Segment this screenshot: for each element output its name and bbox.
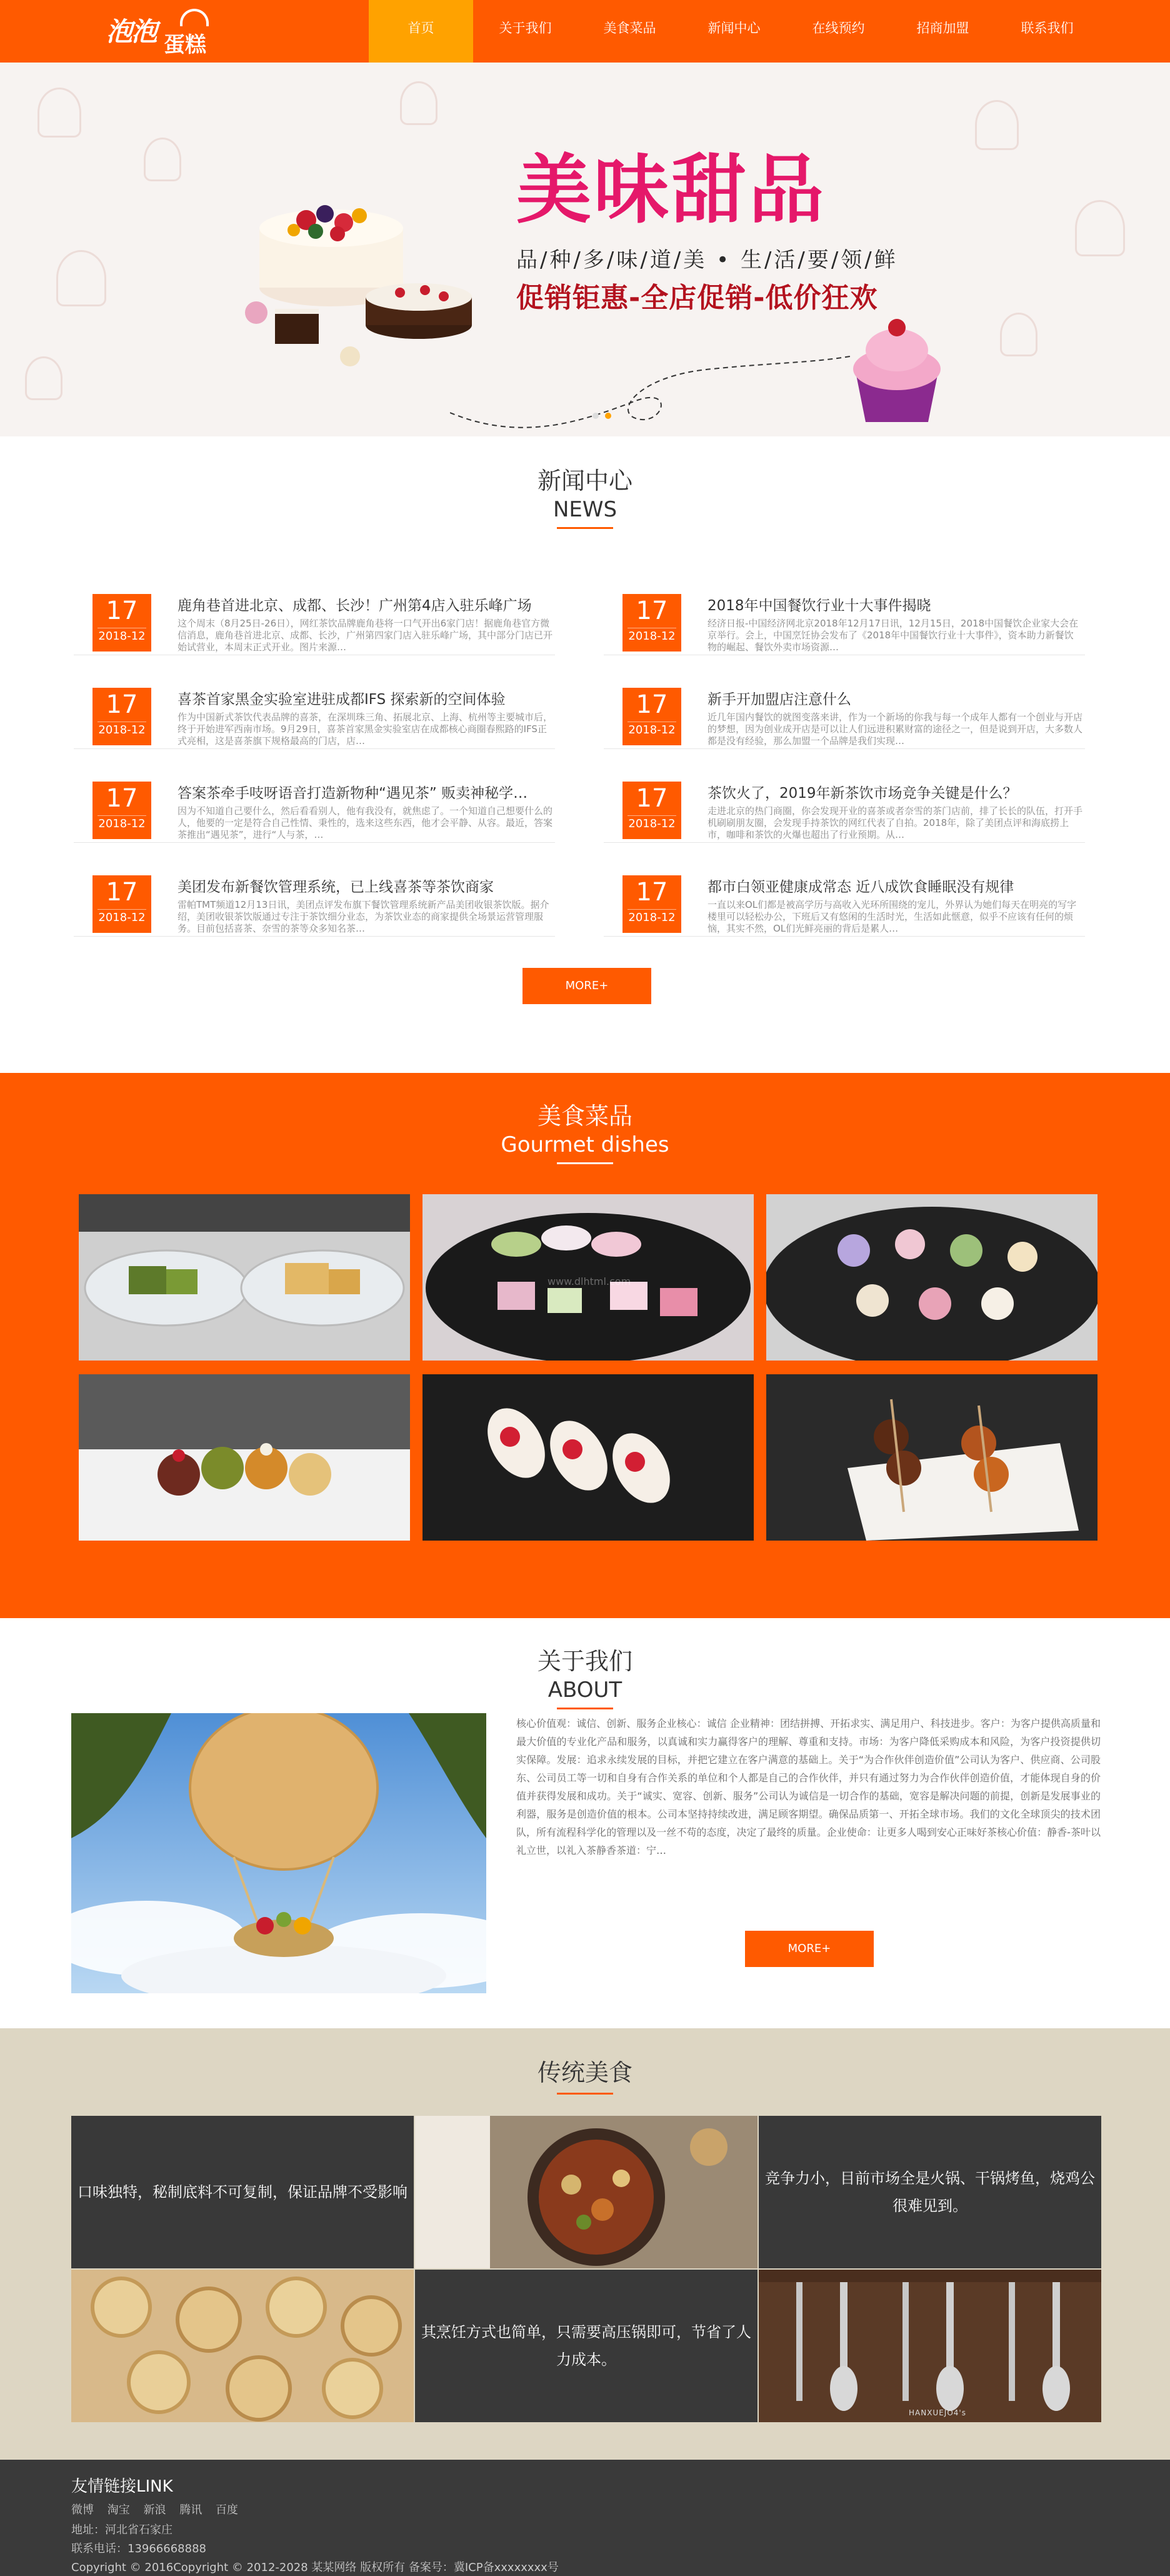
cupcake-pattern — [1075, 200, 1125, 256]
news-date — [622, 594, 681, 652]
stew-pot-image — [415, 2116, 758, 2268]
news-date — [92, 782, 151, 839]
news-item[interactable] — [604, 769, 1085, 843]
cupcake-pattern — [25, 356, 62, 400]
about-more-button[interactable]: MORE+ — [745, 1931, 874, 1967]
news-month: 2018-12 — [628, 815, 676, 832]
about-title-en: ABOUT — [548, 1678, 622, 1703]
cutlery-image — [759, 2270, 1101, 2422]
news-title[interactable]: 新手开加盟店注意什么 — [708, 692, 851, 708]
news-title-en: NEWS — [552, 497, 618, 522]
news-title[interactable]: 美团发布新餐饮管理系统，已上线喜茶等茶饮商家 — [178, 879, 494, 895]
friend-link[interactable]: 百度 — [215, 2503, 238, 2517]
friend-link[interactable]: 腾讯 — [179, 2503, 202, 2517]
news-day: 17 — [636, 690, 668, 719]
news-item[interactable] — [74, 769, 555, 843]
news-date — [622, 782, 681, 839]
news-day: 17 — [636, 596, 668, 625]
news-month: 2018-12 — [628, 628, 676, 645]
title-underline — [557, 1162, 613, 1164]
dish-photo[interactable] — [422, 1374, 754, 1541]
dish-image — [422, 1374, 754, 1541]
banner-title: 美味甜品 — [516, 147, 826, 234]
news-title[interactable]: 答案茶牵手吱呀语音打造新物种“遇见茶” 贩卖神秘学… — [178, 785, 528, 802]
nav-contact[interactable]: 联系我们 — [1021, 21, 1074, 36]
news-date — [622, 875, 681, 933]
gourmet-section — [0, 1073, 1170, 1618]
logo-text-2: 蛋糕 — [164, 33, 206, 58]
news-month: 2018-12 — [98, 722, 146, 738]
dish-photo[interactable] — [79, 1194, 410, 1361]
nav-franchise[interactable]: 招商加盟 — [916, 21, 969, 36]
feature-cell: 口味独特，秘制底料不可复制，保证品牌不受影响 — [71, 2116, 414, 2268]
news-desc: 走进北京的热门商圈，你会发现开业的喜茶或者奈雪的茶门店前，排了长长的队伍，打开手机刷刷朋友圈，会发现手持茶饮的网红代表了自拍。2018年，除了美团点评和海底捞上市，咖啡和茶饮的火爆也超出了行业预期。从… — [708, 805, 1082, 840]
friend-links-title: 友情链接LINK — [71, 2477, 173, 2496]
news-item[interactable] — [74, 581, 555, 655]
about-title-cn: 关于我们 — [537, 1648, 632, 1675]
news-item[interactable] — [604, 675, 1085, 749]
news-day: 17 — [636, 784, 668, 813]
footer-address: 地址：河北省石家庄 — [71, 2523, 172, 2537]
nav-about[interactable]: 关于我们 — [499, 21, 552, 36]
pasta-image — [71, 2270, 414, 2422]
news-title[interactable]: 茶饮火了，2019年新茶饮市场竞争关键是什么？ — [708, 785, 1018, 802]
news-desc: 近几年国内餐饮的就图变落来讲，作为一个新场的你我与每一个成年人都有一个创业与开店的梦想，因为创业成开店是可以让人们远进积累财富的途径之一，但是说到开店，大多数人都是没有经验，那么加盟一个品牌是我们实现… — [708, 712, 1082, 747]
dish-photo[interactable] — [766, 1194, 1098, 1361]
news-desc: 作为中国新式茶饮代表品牌的喜茶，在深圳珠三角、拓展北京、上海、杭州等主要城市后，终于开始进军西南市场。9月29日，喜茶首家黑金实验室店在成都核心商圈春熙路的IFS正式亮相，这是喜茶旗下规格最高的门店，店… — [178, 712, 552, 747]
friend-link[interactable]: 微博 — [71, 2503, 94, 2517]
news-day: 17 — [106, 784, 138, 813]
cupcake-pattern — [144, 138, 181, 181]
nav-dishes[interactable]: 美食菜品 — [603, 21, 656, 36]
news-month: 2018-12 — [98, 815, 146, 832]
feature-photo — [71, 2270, 414, 2422]
cupcake-pattern — [56, 250, 106, 306]
dish-photo[interactable] — [79, 1374, 410, 1541]
cupcake-pattern — [1000, 313, 1038, 356]
news-date — [92, 688, 151, 745]
nav-news[interactable]: 新闻中心 — [708, 21, 761, 36]
news-section-title — [0, 461, 1170, 529]
news-desc: 因为不知道自己要什么，然后看看别人，他有我没有，就焦虑了。一个知道自己想要什么的人，他要的一定是符合自己性情、秉性的，选来这些东西，他才会平静、从容。最近，答案茶推出“遇见茶”，进行“人与茶，… — [178, 805, 552, 840]
dish-image — [766, 1374, 1098, 1541]
news-day: 17 — [106, 878, 138, 907]
news-day: 17 — [106, 690, 138, 719]
cupcake-pattern — [38, 88, 81, 138]
nav-home[interactable]: 首页 — [369, 0, 473, 63]
about-text: 核心价值观：诚信、创新、服务企业核心：诚信 企业精神：团结拼搏、开拓求实、满足用户、科技进步。客户：为客户提供高质量和最大价值的专业化产品和服务，以真诚和实力赢得客户的理解、尊重和支持。市场：为客户降低采购成本和风险，为客户投资提供切实保障。发展：追求永续发展的目标，并把它建立在客户满意的基础上。关于“为合作伙伴创造价值”公司认为客户、供应商、公司股东、公司员工等一切和自身有合作关系的单位和个人都是自己的合作伙伴，并只有通过努力为合作伙伴创造价值，才能体现自身的价值并获得发展和成功。关于“诚实、宽容、创新、服务”公司认为诚信是一切合作的基础，宽容是解决问题的前提，创新是发展事业的利器，服务是创造价值的根本。公司本坚持持续改进，满足顾客期望。确保品质第一、开拓全球市场。我们的文化全球顶尖的技术团队，所有流程科学化的管理以及一丝不苟的态度，决定了最终的质量。企业使命：让更多人喝到安心正味好茶核心价值：静香-茶叶以礼立世，以礼入茶静香茶道：宁… — [516, 1718, 1101, 1856]
news-item[interactable] — [604, 581, 1085, 655]
feature-photo — [759, 2270, 1101, 2422]
news-title[interactable]: 都市白领亚健康成常态 近八成饮食睡眠没有规律 — [708, 879, 1014, 895]
news-item[interactable] — [604, 863, 1085, 937]
dish-photo[interactable] — [766, 1374, 1098, 1541]
main-nav — [369, 0, 1099, 63]
balloon-image — [71, 1713, 486, 1993]
dashed-path-decoration — [450, 344, 862, 436]
news-item[interactable] — [74, 863, 555, 937]
news-desc: 这个周末（8月25日-26日），网红茶饮品牌鹿角巷将一口气开出6家门店！据鹿角巷官方微信消息，鹿角巷首进北京、成都、长沙，广州第四家门店入驻乐峰广场，其中部分门店已开始试营业，本周末正式开业。图片来源… — [178, 618, 552, 653]
image-watermark: www.dlhtml.com — [548, 1275, 631, 1287]
gourmet-title-cn: 美食菜品 — [537, 1102, 632, 1130]
friend-link[interactable]: 淘宝 — [107, 2503, 130, 2517]
about-photo — [71, 1713, 486, 1993]
hero-banner[interactable] — [0, 63, 1170, 436]
traditional-section-title — [0, 2053, 1170, 2095]
traditional-title-cn: 传统美食 — [537, 2059, 632, 2086]
news-month: 2018-12 — [98, 909, 146, 926]
about-section-title — [0, 1642, 1170, 1709]
dish-image — [79, 1374, 410, 1541]
news-desc: 经济日报-中国经济网北京2018年12月17日讯，12月15日，2018中国餐饮企业家大会在京举行。会上，中国烹饪协会发布了《2018年中国餐饮行业十大事件》，资本助力新餐饮物的崛起、餐饮外卖市场资源… — [708, 618, 1079, 653]
feature-photo — [415, 2116, 758, 2268]
slider-dot[interactable] — [592, 413, 599, 419]
dish-photo[interactable] — [422, 1194, 754, 1361]
chef-hat-icon — [180, 9, 209, 26]
nav-booking[interactable]: 在线预约 — [812, 21, 865, 36]
news-title-cn: 新闻中心 — [537, 467, 632, 495]
cupcake-pattern — [400, 81, 438, 125]
news-month: 2018-12 — [98, 628, 146, 645]
dish-image — [79, 1194, 410, 1361]
title-underline — [557, 2093, 613, 2095]
news-title[interactable]: 鹿角巷首进北京、成都、长沙！广州第4店入驻乐峰广场 — [178, 598, 532, 614]
news-date — [92, 594, 151, 652]
news-more-button[interactable]: MORE+ — [522, 968, 651, 1004]
news-title[interactable]: 2018年中国餐饮行业十大事件揭晓 — [708, 598, 931, 614]
news-title[interactable]: 喜茶首家黑金实验室进驻成都IFS 探索新的空间体验 — [178, 692, 506, 708]
news-month: 2018-12 — [628, 722, 676, 738]
cupcake-illustration — [838, 306, 956, 431]
banner-promo: 促销钜惠-全店促销-低价狂欢 — [516, 282, 878, 314]
title-underline — [557, 1708, 613, 1709]
photo-caption: HANXUEJO4's — [909, 2408, 966, 2417]
gourmet-section-title — [0, 1097, 1170, 1164]
friend-links — [71, 2501, 248, 2517]
traditional-section — [0, 2028, 1170, 2460]
news-month: 2018-12 — [628, 909, 676, 926]
news-desc: 雷帕TMT频道12月13日讯，美团点评发布旗下餐饮管理系统新产品美团收银茶饮版。据介绍，美团收银茶饮版通过专注于茶饮细分业态，为茶饮业态的商家提供全场景运营管理服务。目前包括喜茶、奈雪的茶等众多知名茶… — [178, 899, 549, 934]
news-date — [92, 875, 151, 933]
slider-dot-active[interactable] — [605, 413, 611, 419]
banner-subtitle: 品/种/多/味/道/美 • 生/活/要/领/鲜 — [516, 248, 898, 273]
site-header — [0, 0, 1170, 63]
friend-link[interactable]: 新浪 — [143, 2503, 166, 2517]
gourmet-title-en: Gourmet dishes — [501, 1132, 669, 1157]
title-underline — [557, 527, 613, 529]
dish-image — [766, 1194, 1098, 1361]
news-desc: 一直以来OL们都是被高学历与高收入光环所围绕的宠儿，外界认为她们每天在明亮的写字楼里可以轻松办公，下班后又有悠闲的生活时光，生活如此惬意，似乎不应该有任何的烦恼，其实不然，OL们光鲜亮丽的背后是累人… — [708, 899, 1077, 934]
logo-text-1: 泡泡 — [106, 16, 157, 47]
news-day: 17 — [636, 878, 668, 907]
site-logo[interactable] — [106, 8, 219, 56]
cupcake-pattern — [975, 100, 1019, 150]
feature-cell: 其烹饪方式也简单，只需要高压锅即可，节省了人力成本。 — [415, 2270, 758, 2422]
footer-copyright: Copyright © 2016Copyright © 2012-2028 某某网络 版权所有 备案号：冀ICP备xxxxxxxx号 — [71, 2561, 559, 2574]
footer-phone: 联系电话：13966668888 — [71, 2542, 206, 2555]
site-footer — [0, 2460, 1170, 2576]
news-date — [622, 688, 681, 745]
news-day: 17 — [106, 596, 138, 625]
news-item[interactable] — [74, 675, 555, 749]
feature-cell: 竞争力小，目前市场全是火锅、干锅烤鱼，烧鸡公很难见到。 — [759, 2116, 1101, 2268]
